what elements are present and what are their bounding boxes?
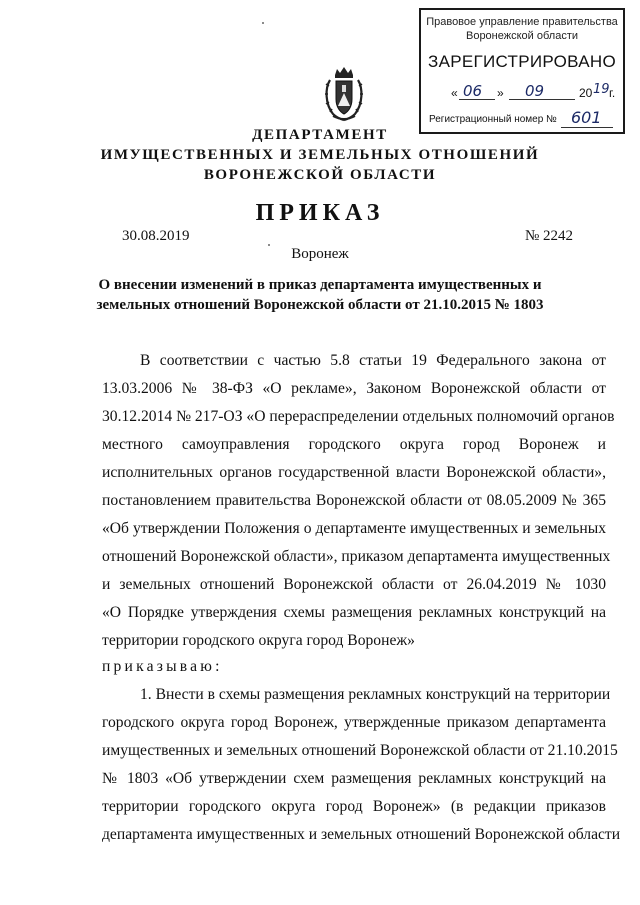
body-line-prikazyvayu: приказываю: [102,658,223,675]
order-subject-line1: О внесении изменений в приказ департамента имущественных и [98,277,542,293]
order-number: № 2242 [525,228,574,244]
body-line: департамента имущественных и земельных отношений Воронежской области [102,826,621,843]
department-name-line2: ИМУЩЕСТВЕННЫХ И ЗЕМЕЛЬНЫХ ОТНОШЕНИЙ [100,147,540,163]
body-line: «О Порядке утверждения схемы размещения рекламных конструкций на [102,604,606,621]
body-line: городского округа город Воронеж, утвержденные приказом департамента [102,714,606,731]
registration-stamp [419,8,625,134]
body-line: отношений Воронежской области», приказом департамента имущественных [102,548,611,565]
stamp-date-year-suffix: 19 [593,82,610,97]
scan-speck [268,244,270,246]
body-line: 1. Внести в схемы размещения рекламных конструкций на территории [140,686,611,703]
stamp-date-end: г. [609,86,616,100]
coat-of-arms-icon [323,66,365,122]
stamp-date-day: 06 [463,82,483,100]
stamp-authority-line2: Воронежской области [465,30,578,42]
order-date: 30.08.2019 [122,228,190,244]
body-line: и земельных отношений Воронежской области от 26.04.2019 № 1030 [102,576,606,593]
stamp-date-close-quote: » [497,86,504,100]
body-line: территории городского округа город Воронеж» (в редакции приказов [102,798,606,815]
body-line: 30.12.2014 № 217-ОЗ «О перераспределении отдельных полномочий органов [102,408,615,425]
order-subject-line2: земельных отношений Воронежской области от 21.10.2015 № 1803 [96,297,544,313]
body-line: В соответствии с частью 5.8 статьи 19 Федерального закона от [140,352,606,369]
body-line: территории городского округа город Воронеж» [102,632,415,649]
order-title: ПРИКАЗ [255,200,385,226]
body-line: местного самоуправления городского округа город Воронеж и [102,436,606,453]
stamp-date [451,82,623,104]
department-name-line3: ВОРОНЕЖСКОЙ ОБЛАСТИ [203,167,437,183]
stamp-date-month: 09 [525,82,545,100]
stamp-date-open-quote: « [451,86,458,100]
stamp-date-year-prefix: 20 [579,86,593,100]
order-city: Воронеж [291,246,349,262]
body-line: № 1803 «Об утверждении схем размещения рекламных конструкций на [102,770,606,787]
stamp-regno-label: Регистрационный номер № [429,114,557,125]
body-line: постановлением правительства Воронежской области от 08.05.2009 № 365 [102,492,606,509]
body-line: 13.03.2006 № 38-ФЗ «О рекламе», Законом Воронежской области от [102,380,606,397]
body-line: «Об утверждении Положения о департаменте имущественных и земельных [102,520,606,537]
department-name-line1: ДЕПАРТАМЕНТ [252,127,388,143]
body-line: имущественных и земельных отношений Воронежской области от 21.10.2015 [102,742,618,759]
scan-speck [262,22,264,24]
stamp-registered-label: ЗАРЕГИСТРИРОВАНО [428,52,616,71]
stamp-regno-value: 601 [571,108,602,127]
stamp-authority-line1: Правовое управление правительства [426,16,618,28]
body-line: исполнительных органов государственной власти Воронежской области», [102,464,606,481]
